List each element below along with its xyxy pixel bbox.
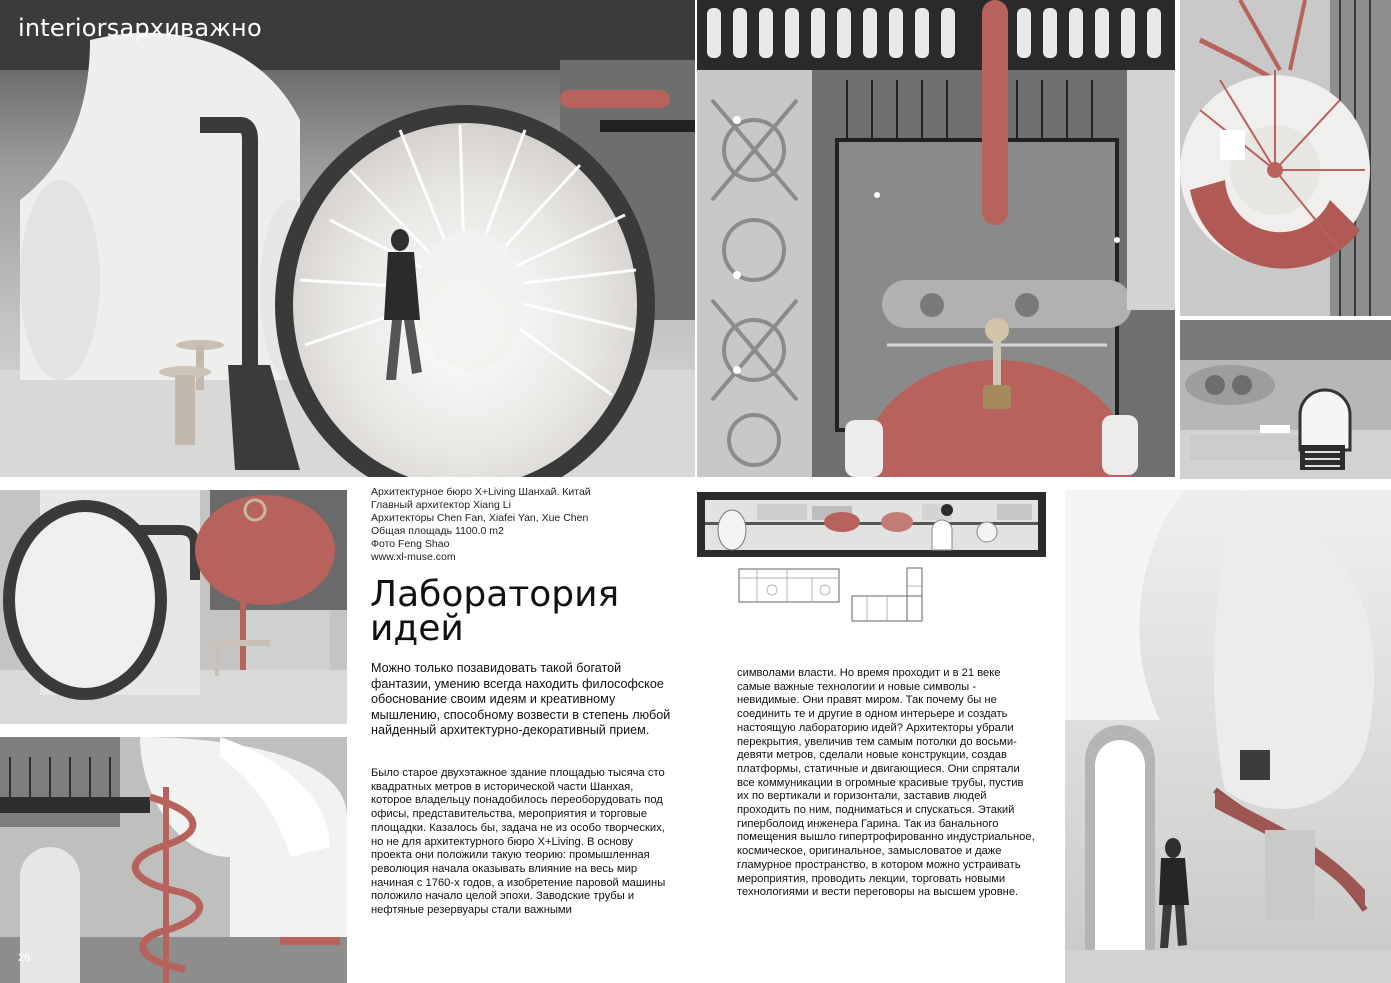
credit-line-chief-architect: Главный архитектор Xiang Li	[371, 499, 511, 512]
credit-line-website: www.xl-muse.com	[371, 551, 456, 564]
article-title	[370, 574, 690, 649]
credit-line-architects: Архитекторы Chen Fan, Xiafei Yan, Xue Chen	[371, 512, 589, 525]
spiral-staircase-photo	[0, 737, 347, 983]
credit-line-area: Общая площадь 1100.0 m2	[371, 525, 504, 538]
credit-line-photo: Фото Feng Shao	[371, 538, 450, 551]
floor-plans-drawing	[737, 566, 927, 626]
article-title-line2: идей	[370, 608, 464, 649]
spiral-stair-top-photo	[1180, 0, 1391, 316]
building-section-drawing	[697, 492, 1046, 557]
tunnel-side-view-photo	[0, 490, 347, 724]
masthead: interiorsархиважно	[18, 14, 262, 42]
hero-photo-tunnel	[0, 0, 695, 477]
corridor-figure-photo	[1065, 490, 1391, 983]
article-body-column-2: символами власти. Но время проходит и в 21 веке самые важные технологии и новые символы - невидимые. Они правят миром. Так почему бы не соединить те и другие в одном интерьере и создать настоящую лабораторию идей? Архитекторы убрали перекрытия, увеличив тем самым потолки до восьми-девяти метров, сделали новые конструкции, создав платформы, статичные и двигающиеся. Они спрятали все коммуникации в огромные красивые трубы, пустив их по вертикали и горизонтали, заставив людей проходить по ним, подниматься и спускаться. Этакий гиперболоид инженера Гарина. Так из банального помещения вышло гипертрофированно индустриальное, космическое, оригинальное, замысловатое и даже гламурное пространство, в котором можно устраивать мероприятия, проводить лекции, торговать новыми технологиями и вести переговоры на высшем уровне.	[737, 667, 1035, 899]
credit-line-bureau: Архитектурное бюро X+Living Шанхай. Китай	[371, 486, 591, 498]
project-credits	[371, 486, 671, 565]
atrium-top-view-photo	[697, 0, 1175, 477]
article-title-line1: Лаборатория	[370, 574, 620, 615]
article-body-column-1: Было старое двухэтажное здание площадью тысяча сто квадратных метров в исторической части Шанхая, которое владельцу понадобилось переоборудовать под офисы, представительства, мероприятия и торговые площадки. Казалось бы, задача не из особо творческих, но не для архитектурного бюро X+Living. В основу проекта они положили такую теорию: промышленная революция начала оказывать влияние на весь мир начиная с 1760-х годов, а изобретение паровой машины положило начало целой эпохи. Заводские трубы и нефтяные резервуары стали важными	[371, 767, 666, 917]
page-number: 26	[18, 952, 31, 964]
article-lead: Можно только позавидовать такой богатой фантазии, умению всегда находить философское обоснование своим идеям и креативному мышлению, способному возвести в степень любой найденный архитектурно-декоративный прием.	[371, 661, 671, 738]
lobby-round-door-photo	[1180, 320, 1391, 479]
